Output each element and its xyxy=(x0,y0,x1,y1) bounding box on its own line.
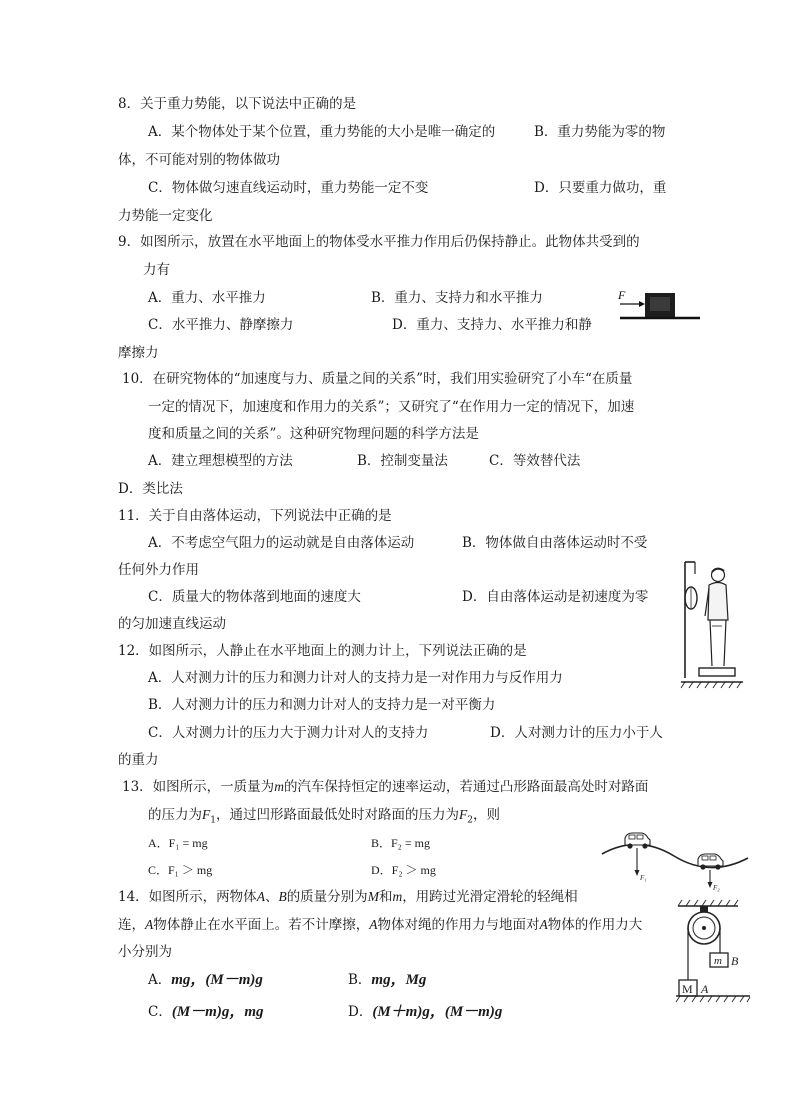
q14-pulley-figure xyxy=(674,898,754,1013)
q11-option-c: C．质量大的物体落到地面的速度大 xyxy=(148,589,361,605)
q11-option-d-cont: 的匀加速直线运动 xyxy=(118,616,226,632)
q11-option-b-cont: 任何外力作用 xyxy=(118,562,199,578)
floor-hatching xyxy=(681,682,741,688)
pulley-axle xyxy=(702,926,706,930)
q9-option-c: C．水平推力、静摩擦力 xyxy=(148,317,294,333)
q9-stem: 9．如图所示，放置在水平地面上的物体受水平推力作用后仍保持静止。此物体共受到的 xyxy=(118,234,640,250)
q13-f1-subscript: 1 xyxy=(210,815,216,826)
q14-stem-part2: 的质量分别为 xyxy=(286,889,368,905)
q9-block-figure xyxy=(610,284,705,324)
q13-stem-cont xyxy=(148,806,500,830)
q14-small-m-symbol: m xyxy=(392,889,403,904)
q14-separator: 、 xyxy=(264,889,279,905)
q9-option-b: B．重力、支持力和水平推力 xyxy=(371,290,543,306)
q13-stem-part1: 13．如图所示，一质量为 xyxy=(122,779,275,795)
q8-option-d: D．只要重力做功，重 xyxy=(534,180,667,196)
q14-stem xyxy=(118,888,578,906)
q14-option-b xyxy=(348,971,426,989)
person-legs xyxy=(710,620,726,666)
q13-option-d: D．F₂ ＞ mg xyxy=(371,863,436,877)
q9-option-d: D．重力、支持力、水平推力和静 xyxy=(392,317,592,333)
block-b-label: B xyxy=(731,954,739,968)
block-shade xyxy=(650,297,670,311)
q14-a-symbol-2: A xyxy=(145,917,154,932)
q14-stem-part4: 连， xyxy=(118,917,145,933)
q10-option-d: D．类比法 xyxy=(118,481,183,497)
q11-option-a: A．不考虑空气阻力的运动就是自由落体运动 xyxy=(148,535,415,551)
q8-option-b-cont: 体，不可能对别的物体做功 xyxy=(118,152,280,168)
car-on-hill xyxy=(625,833,650,849)
q10-option-a: A．建立理想模型的方法 xyxy=(148,453,293,469)
q11-stem: 11．关于自由落体运动，下列说法中正确的是 xyxy=(118,508,392,524)
q13-mass-symbol: m xyxy=(274,779,284,794)
q8-option-c: C．物体做匀速直线运动时，重力势能一定不变 xyxy=(148,180,429,196)
q13-road-figure xyxy=(600,826,750,892)
q8-option-b: B．重力势能为零的物 xyxy=(534,124,666,140)
q8-option-a: A．某个物体处于某个位置，重力势能的大小是唯一确定的 xyxy=(148,124,496,140)
q8-option-d-cont: 力势能一定变化 xyxy=(118,208,213,224)
q14-option-a-label: A． xyxy=(148,972,172,988)
q14-a-symbol: A xyxy=(256,889,265,904)
q12-option-d: D．人对测力计的压力小于人 xyxy=(490,725,663,741)
q14-stem-part5: 物体静止在水平面上。若不计摩擦， xyxy=(153,917,370,933)
q14-a-symbol-3: A xyxy=(369,917,378,932)
q14-option-d-value: (M＋m)g，(M－m)g xyxy=(372,1004,503,1020)
q14-stem-part7: 物体的作用力大 xyxy=(547,917,643,933)
ceiling-hatching xyxy=(678,900,738,906)
q14-stem-part6: 物体对绳的作用力与地面对 xyxy=(377,917,540,933)
q14-option-b-label: B． xyxy=(348,972,372,988)
q14-big-m-symbol: M xyxy=(367,889,379,904)
q14-option-a xyxy=(148,971,263,989)
floor-hatching xyxy=(676,996,750,1002)
q13-stem-part3: 的压力为 xyxy=(148,807,202,823)
q13-option-a: A．F₁ = mg xyxy=(148,836,208,850)
q14-and: 和 xyxy=(378,889,393,905)
q14-option-c-label: C． xyxy=(148,1004,172,1020)
q14-stem-part3: ，用跨过光滑定滑轮的轻绳相 xyxy=(402,889,578,905)
q12-option-d-cont: 的重力 xyxy=(118,752,159,768)
q12-option-a: A．人对测力计的压力和测力计对人的支持力是一对作用力与反作用力 xyxy=(148,670,563,686)
q14-stem-part1: 14．如图所示，两物体 xyxy=(118,889,257,905)
q14-a-symbol-4: A xyxy=(539,917,548,932)
person-body xyxy=(708,583,728,621)
q11-option-b: B．物体做自由落体运动时不受 xyxy=(462,535,648,551)
block-a-label: A xyxy=(701,982,709,996)
q10-option-c: C．等效替代法 xyxy=(489,453,581,469)
q14-option-c xyxy=(148,1003,264,1021)
q14-option-a-value: mg，(M－m)g xyxy=(171,972,263,988)
q10-stem-cont1: 一定的情况下，加速度和作用力的关系”；又研究了“在作用力一定的情况下，加速 xyxy=(148,399,635,415)
q14-option-c-value: (M－m)g，mg xyxy=(171,1004,264,1020)
f2-label: F₂ xyxy=(713,884,720,892)
block-b-mass-label: m xyxy=(714,955,722,967)
scale-platform xyxy=(699,668,735,676)
q10-option-b: B．控制变量法 xyxy=(357,453,448,469)
q13-f2-subscript: 2 xyxy=(467,815,473,826)
q10-stem-cont2: 度和质量之间的关系”。这种研究物理问题的科学方法是 xyxy=(148,426,479,442)
road-curve xyxy=(602,844,748,867)
q14-b-symbol: B xyxy=(278,889,287,904)
q8-stem: 8．关于重力势能，以下说法中正确的是 xyxy=(118,96,357,112)
q12-option-b: B．人对测力计的压力和测力计对人的支持力是一对平衡力 xyxy=(148,697,496,713)
q14-option-d xyxy=(348,1003,502,1021)
q14-option-d-label: D． xyxy=(348,1004,373,1020)
q13-stem xyxy=(122,778,648,796)
q11-option-d: D．自由落体运动是初速度为零 xyxy=(462,589,649,605)
q13-stem-part4: ，通过凹形路面最低处时对路面的压力为 xyxy=(215,807,459,823)
block-a-mass-label: M xyxy=(682,982,693,996)
q13-f2-symbol: F xyxy=(458,807,468,822)
q13-stem-part2: 的汽车保持恒定的速率运动，若通过凸形路面最高处时对路面 xyxy=(283,779,649,795)
q9-stem-cont: 力有 xyxy=(143,262,170,278)
q10-stem: 10．在研究物体的“加速度与力、质量之间的关系”时，我们用实验研究了小车“在质量 xyxy=(122,371,633,387)
q12-stem: 12．如图所示，人静止在水平地面上的测力计上，下列说法正确的是 xyxy=(118,643,527,659)
q13-option-b: B．F₂ = mg xyxy=(371,836,430,850)
f1-arrowhead xyxy=(635,870,640,876)
q13-f1-symbol: F xyxy=(202,807,211,822)
q9-option-d-cont: 摩擦力 xyxy=(118,345,159,361)
force-arrow-head xyxy=(639,301,645,307)
q14-stem-cont1 xyxy=(118,916,642,934)
q13-option-c: C．F₁ ＞ mg xyxy=(148,863,213,877)
q12-option-c: C．人对测力计的压力大于测力计对人的支持力 xyxy=(148,725,429,741)
f2-arrowhead xyxy=(708,882,713,888)
f1-label: F₁ xyxy=(640,874,647,882)
force-f-label: F xyxy=(618,288,626,302)
q14-stem-cont2: 小分别为 xyxy=(118,944,172,960)
q14-option-b-value: mg，Mg xyxy=(371,972,427,988)
q13-stem-part5: ，则 xyxy=(472,807,500,823)
q9-option-a: A．重力、水平推力 xyxy=(148,290,266,306)
q12-person-scale-figure xyxy=(677,558,747,693)
